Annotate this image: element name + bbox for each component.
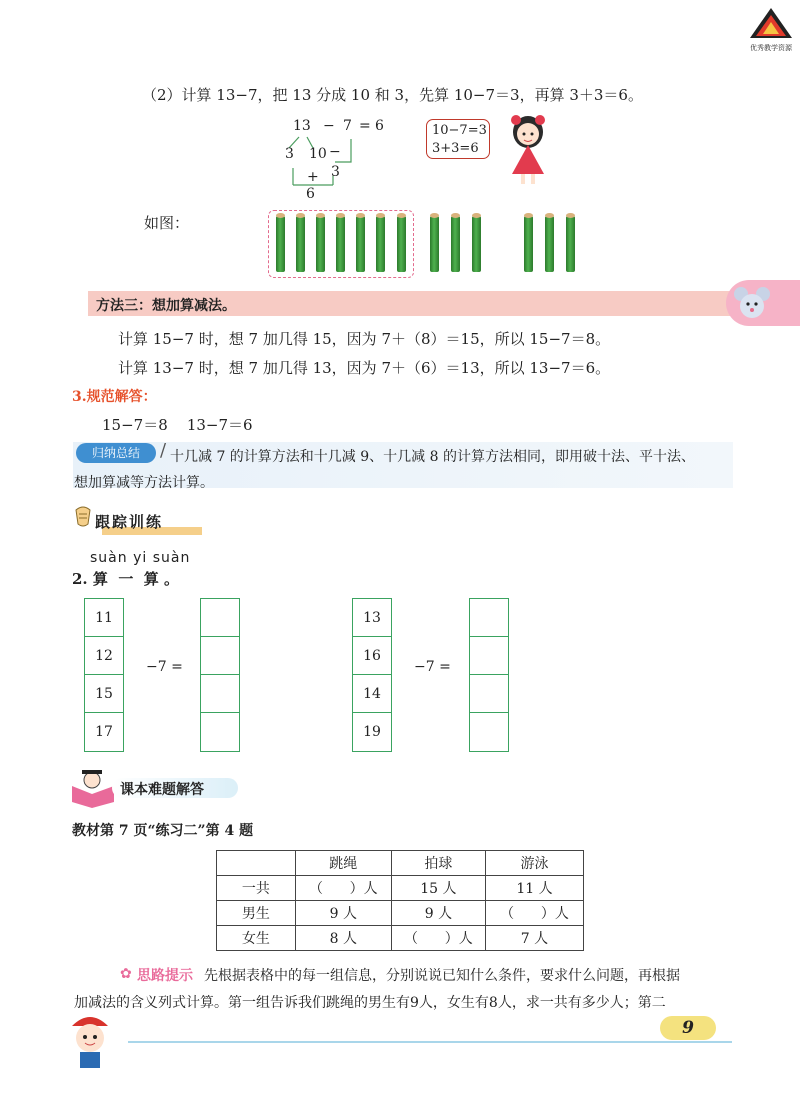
mouse-icon [732,284,772,322]
number-cell: 14 [353,675,391,713]
eq-equals: = [359,118,371,134]
answer-cell[interactable] [201,675,239,713]
question-calc: 2. 算 一 算 。 [72,570,179,588]
table-cell: 15 人 [391,876,485,901]
hint-line-1: 先根据表格中的每一组信息，分别说说已知什么条件，要求什么问题，再根据 [204,968,680,984]
left-answer-column [200,598,240,752]
table-cell: 8 人 [295,926,391,951]
textbook-banner-text: 课本难题解答 [120,782,204,798]
table-header-row [217,851,584,876]
answer-cell[interactable] [201,637,239,675]
side-tab [726,280,800,326]
table-cell: 11 人 [485,876,583,901]
stick-icon [430,216,439,272]
stick-icon [566,216,575,272]
table-cell: 跳绳 [295,851,391,876]
operator-right: −7 = [414,659,451,675]
table-row [217,876,584,901]
table-cell: 9 人 [295,901,391,926]
tracking-icon [72,506,94,534]
answer-text: 15−7＝8 13−7＝6 [102,416,253,434]
section-intro: （2）计算 13−7，把 13 分成 10 和 3，先算 10−7＝3，再算 3＋3＝6。 [142,86,643,104]
hint-line-2: 加减法的含义列式计算。第一组告诉我们跳绳的男生有9人，女生有8人，求一共有多少人；第二 [74,995,666,1011]
number-cell: 11 [85,599,123,637]
summary-line-2: 想加算减等方法计算。 [74,475,214,491]
answer-cell[interactable] [470,713,508,751]
stick-icon [296,216,305,272]
page-number: 9 [660,1016,716,1040]
method-line-2: 计算 13−7 时，想 7 加几得 13，因为 7＋（6）＝13，所以 13−7＝6。 [118,359,611,377]
table-cell: 女生 [217,926,296,951]
table-cell: 男生 [217,901,296,926]
stick-icon [451,216,460,272]
number-cell: 16 [353,637,391,675]
eq-number-13: 13 [293,118,311,134]
speech-bubble [426,119,498,161]
eq-number-7: 7 [343,118,352,134]
flower-icon: ✿ [120,966,132,982]
hint-label: 思路提示 [137,968,193,984]
figure-label: 如图： [144,214,190,232]
table-cell[interactable]: （ ）人 [485,901,583,926]
number-cell: 15 [85,675,123,713]
answer-cell[interactable] [201,599,239,637]
table-cell: 游泳 [485,851,583,876]
answer-cell[interactable] [201,713,239,751]
speech-line-1: 10−7=3 [432,123,487,138]
stick-icon [316,216,325,272]
mascot-icon [60,1010,120,1074]
tracking-title: 跟踪训练 [95,513,164,531]
answer-cell[interactable] [470,675,508,713]
decomposition-diagram [285,118,405,208]
number-cell: 12 [85,637,123,675]
method-line-1: 计算 15−7 时，想 7 加几得 15，因为 7＋（8）＝15，所以 15−7＝8。 [118,330,611,348]
table-cell [217,851,296,876]
logo-caption: 优秀教学资源 [750,44,792,52]
answer-title: 3.规范解答： [72,389,157,405]
stick-icon [356,216,365,272]
summary-line-1: 十几减 7 的计算方法和十几减 9、十几减 8 的计算方法相同，即用破十法、平十法、 [170,449,695,465]
result-number-6: 6 [306,186,315,202]
number-cell: 13 [353,599,391,637]
girl-character-icon [502,112,554,186]
number-cell: 17 [95,724,113,740]
stick-icon [376,216,385,272]
sum-plus: + [307,169,319,185]
pinyin-line: suàn yi suàn [90,550,191,566]
stick-icon [524,216,533,272]
footer-rule [128,1041,732,1043]
eq-number-6: 6 [375,118,384,134]
summary-badge: 归纳总结 [76,443,156,463]
publisher-logo [748,6,794,50]
table-cell: 9 人 [391,901,485,926]
stick-icon [545,216,554,272]
diff-number-3: 3 [331,164,340,180]
stick-icon [397,216,406,272]
table-cell[interactable]: （ ）人 [391,926,485,951]
data-table [216,850,584,951]
table-cell: 7 人 [485,926,583,951]
stick-icon [472,216,481,272]
summary-slash: / [160,440,167,461]
table-cell: 一共 [217,876,296,901]
stick-icon [336,216,345,272]
operator-left: −7 = [146,659,183,675]
left-number-column [84,598,124,752]
answer-cell[interactable] [470,599,508,637]
split-minus: − [329,144,341,160]
number-cell: 19 [363,724,381,740]
table-cell[interactable]: （ ）人 [295,876,391,901]
table-row [217,926,584,951]
right-number-column [352,598,392,752]
split-number-10: 10 [309,146,327,162]
eq-minus: − [323,118,335,134]
textbook-subtitle: 教材第 7 页“练习二”第 4 题 [72,823,254,839]
answer-cell[interactable] [470,637,508,675]
reading-icon [70,768,116,812]
table-cell: 拍球 [391,851,485,876]
right-answer-column [469,598,509,752]
speech-line-2: 3+3=6 [432,141,479,156]
stick-icon [276,216,285,272]
split-number-3: 3 [285,146,294,162]
table-row [217,901,584,926]
method-title: 方法三：想加算减法。 [96,298,236,314]
